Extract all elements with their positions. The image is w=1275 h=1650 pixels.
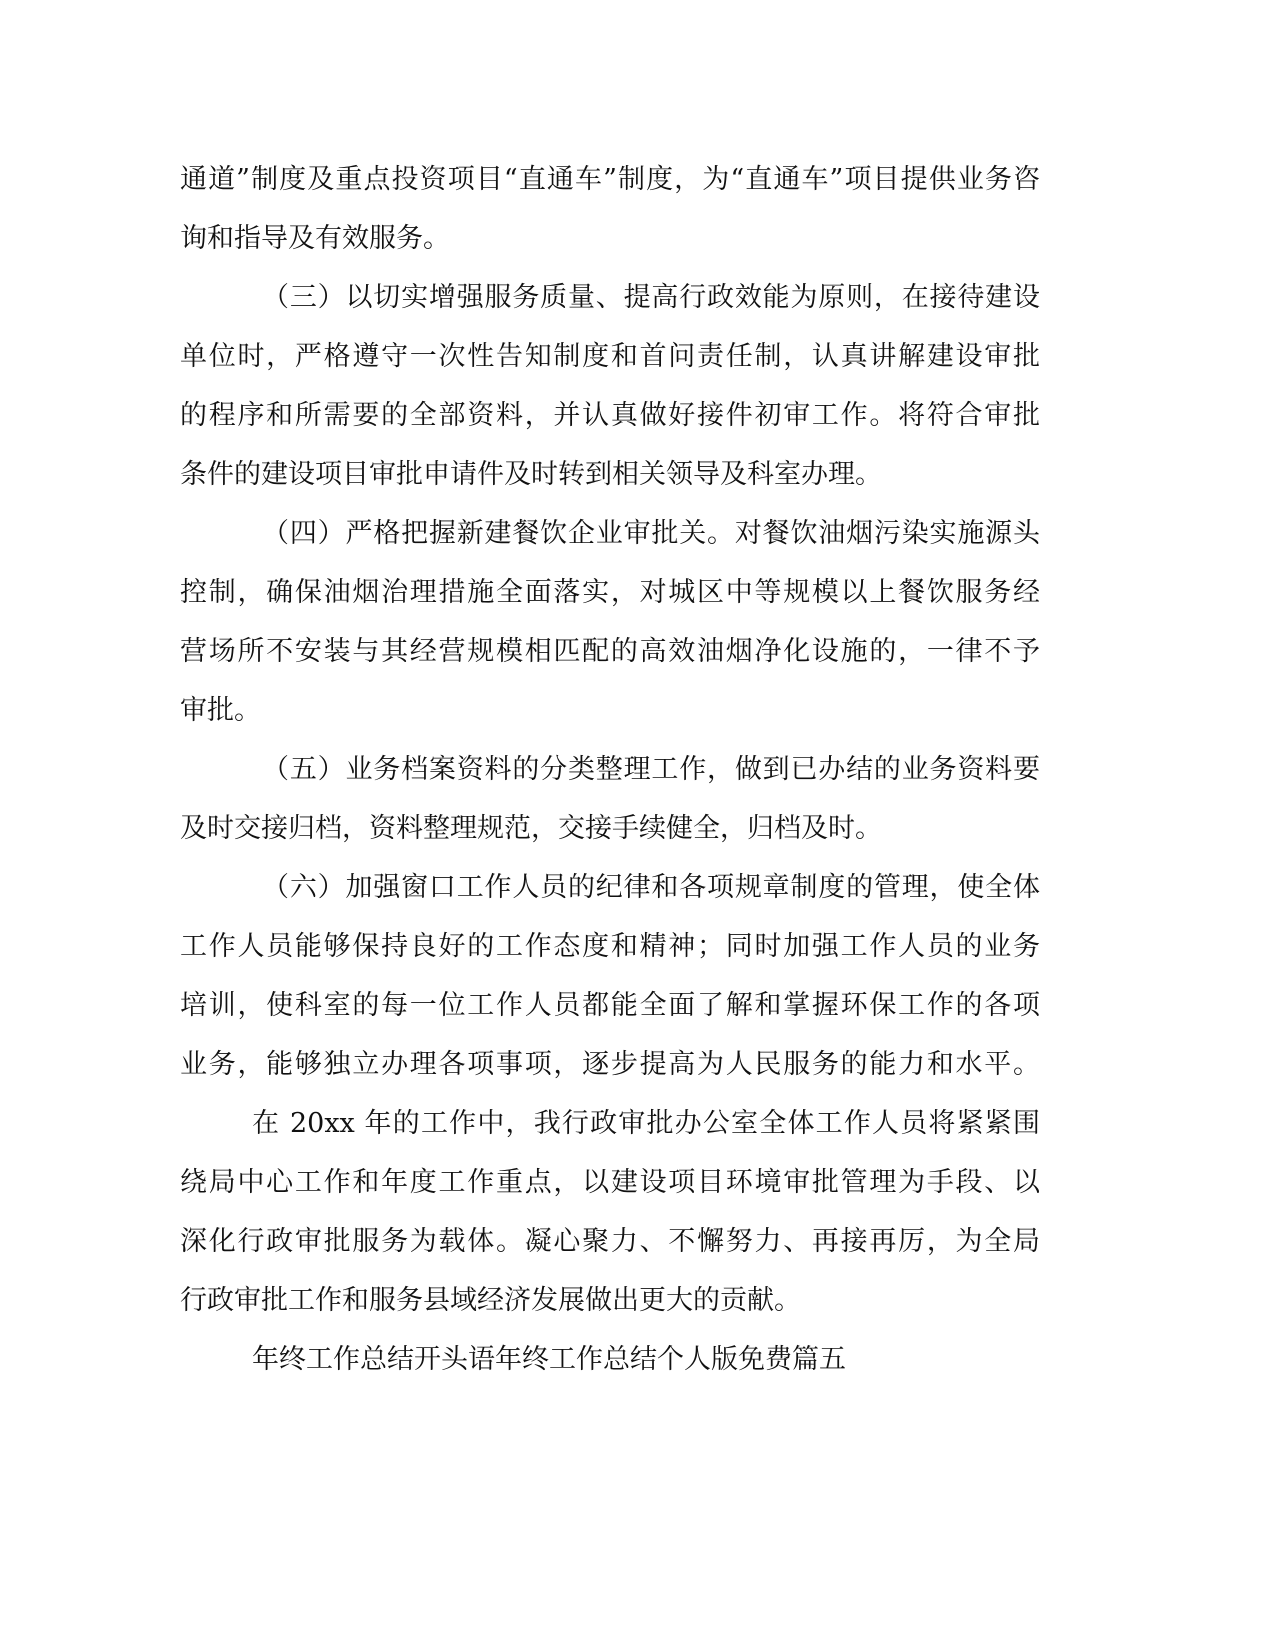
text-line: 营场所不安装与其经营规模相匹配的高效油烟净化设施的，一律不予 [180,636,1040,667]
text-line: 的程序和所需要的全部资料，并认真做好接件初审工作。将符合审批 [180,400,1040,431]
text-line: 通道”制度及重点投资项目“直通车”制度，为“直通车”项目提供业务咨 [180,164,1040,195]
paragraph-start: 在 20xx 年的工作中，我行政审批办公室全体工作人员将紧紧围 [252,1108,1040,1139]
paragraph-heading-5: （五）业务档案资料的分类整理工作，做到已办结的业务资料要 [262,754,1040,785]
text-line: 询和指导及有效服务。 [180,223,450,254]
text-line: 审批。 [180,695,261,726]
text-line: 工作人员能够保持良好的工作态度和精神；同时加强工作人员的业务 [180,931,1040,962]
section-title: 年终工作总结开头语年终工作总结个人版免费篇五 [252,1344,846,1375]
text-line: 培训，使科室的每一位工作人员都能全面了解和掌握环保工作的各项 [180,990,1040,1021]
paragraph-heading-4: （四）严格把握新建餐饮企业审批关。对餐饮油烟污染实施源头 [262,518,1040,549]
text-line: 行政审批工作和服务县域经济发展做出更大的贡献。 [180,1285,801,1316]
text-line: 条件的建设项目审批申请件及时转到相关领导及科室办理。 [180,459,882,490]
text-line: 单位时，严格遵守一次性告知制度和首问责任制，认真讲解建设审批 [180,341,1040,372]
text-line: 控制，确保油烟治理措施全面落实，对城区中等规模以上餐饮服务经 [180,577,1040,608]
paragraph-heading-6: （六）加强窗口工作人员的纪律和各项规章制度的管理，使全体 [262,872,1040,903]
text-line: 深化行政审批服务为载体。凝心聚力、不懈努力、再接再厉，为全局 [180,1226,1040,1257]
text-line: 绕局中心工作和年度工作重点，以建设项目环境审批管理为手段、以 [180,1167,1040,1198]
text-line: 及时交接归档，资料整理规范，交接手续健全，归档及时。 [180,813,882,844]
text-line: 业务，能够独立办理各项事项，逐步提高为人民服务的能力和水平。 [180,1049,1040,1080]
paragraph-heading-3: （三）以切实增强服务质量、提高行政效能为原则，在接待建设 [262,282,1040,313]
